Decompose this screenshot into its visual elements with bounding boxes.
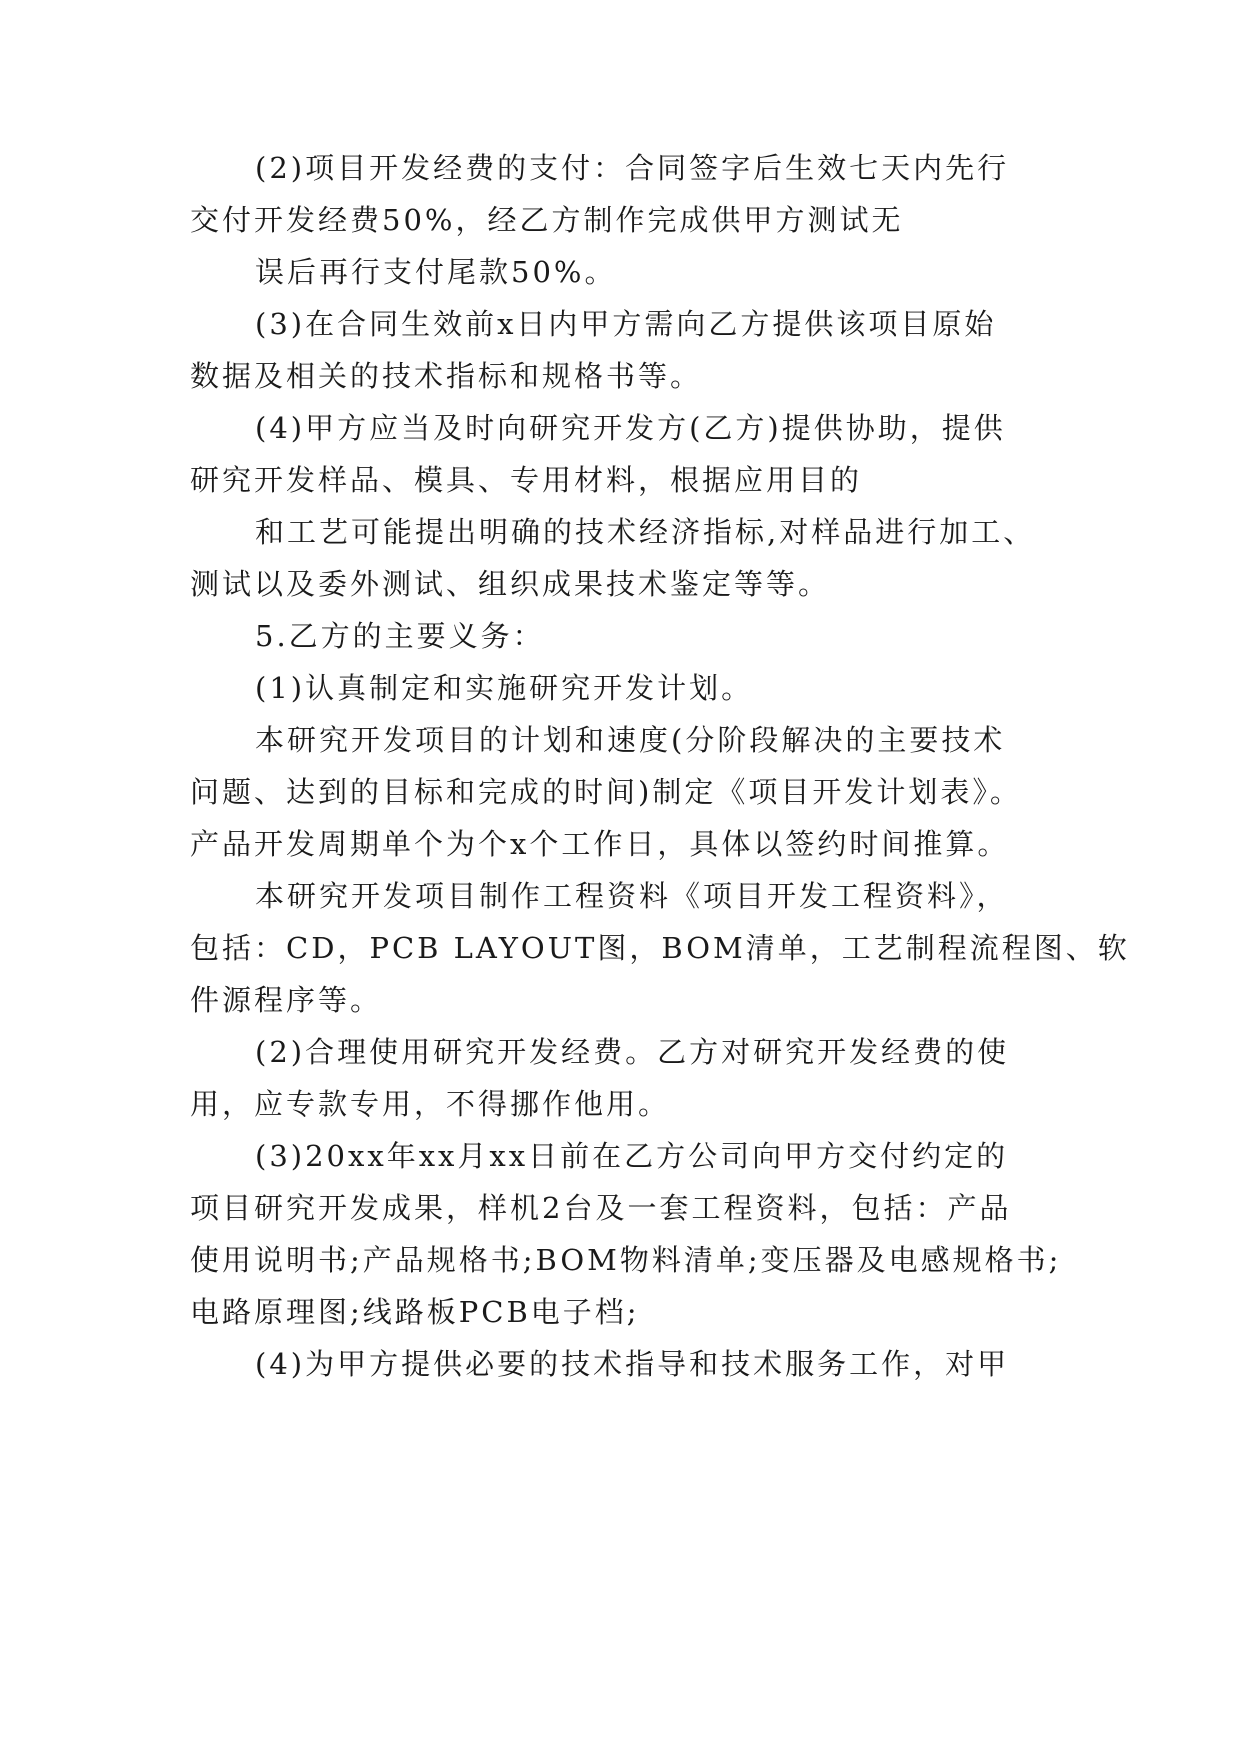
text-line: 测试以及委外测试、组织成果技术鉴定等等。 (190, 567, 831, 601)
text-line: (1)认真制定和实施研究开发计划。 (255, 671, 754, 705)
section-heading: 5.乙方的主要义务： (255, 619, 545, 653)
text-line: 用，应专款专用，不得挪作他用。 (190, 1087, 671, 1121)
text-line: 产品开发周期单个为个x个工作日，具体以签约时间推算。 (190, 827, 1010, 861)
text-line: (3)在合同生效前x日内甲方需向乙方提供该项目原始 (255, 307, 997, 341)
text-line: 研究开发样品、模具、专用材料，根据应用目的 (190, 463, 863, 497)
text-line: (3)20xx年xx月xx日前在乙方公司向甲方交付约定的 (255, 1139, 1009, 1173)
text-line: 件源程序等。 (190, 983, 383, 1017)
text-line: 误后再行支付尾款50%。 (255, 255, 617, 289)
text-line: 数据及相关的技术指标和规格书等。 (190, 359, 703, 393)
text-line: 交付开发经费50%，经乙方制作完成供甲方测试无 (190, 203, 904, 237)
text-line: 项目研究开发成果，样机2台及一套工程资料，包括：产品 (190, 1191, 1012, 1225)
text-line: 和工艺可能提出明确的技术经济指标,对样品进行加工、 (255, 515, 1036, 549)
text-line: 本研究开发项目制作工程资料《项目开发工程资料》， (255, 879, 1009, 913)
text-line: (4)甲方应当及时向研究开发方(乙方)提供协助，提供 (255, 411, 1006, 445)
text-line: 使用说明书;产品规格书;BOM物料清单;变压器及电感规格书; (190, 1243, 1062, 1277)
text-line: 本研究开发项目的计划和速度(分阶段解决的主要技术 (255, 723, 1006, 757)
text-line: (2)合理使用研究开发经费。乙方对研究开发经费的使 (255, 1035, 1010, 1069)
text-line: 问题、达到的目标和完成的时间)制定《项目开发计划表》。 (190, 775, 1022, 809)
text-line: (2)项目开发经费的支付：合同签字后生效七天内先行 (255, 151, 1010, 185)
text-line: 包括：CD，PCB LAYOUT图，BOM清单，工艺制程流程图、软 (190, 931, 1130, 965)
text-line: (4)为甲方提供必要的技术指导和技术服务工作，对甲 (255, 1347, 1010, 1381)
text-line: 电路原理图;线路板PCB电子档; (190, 1295, 640, 1329)
